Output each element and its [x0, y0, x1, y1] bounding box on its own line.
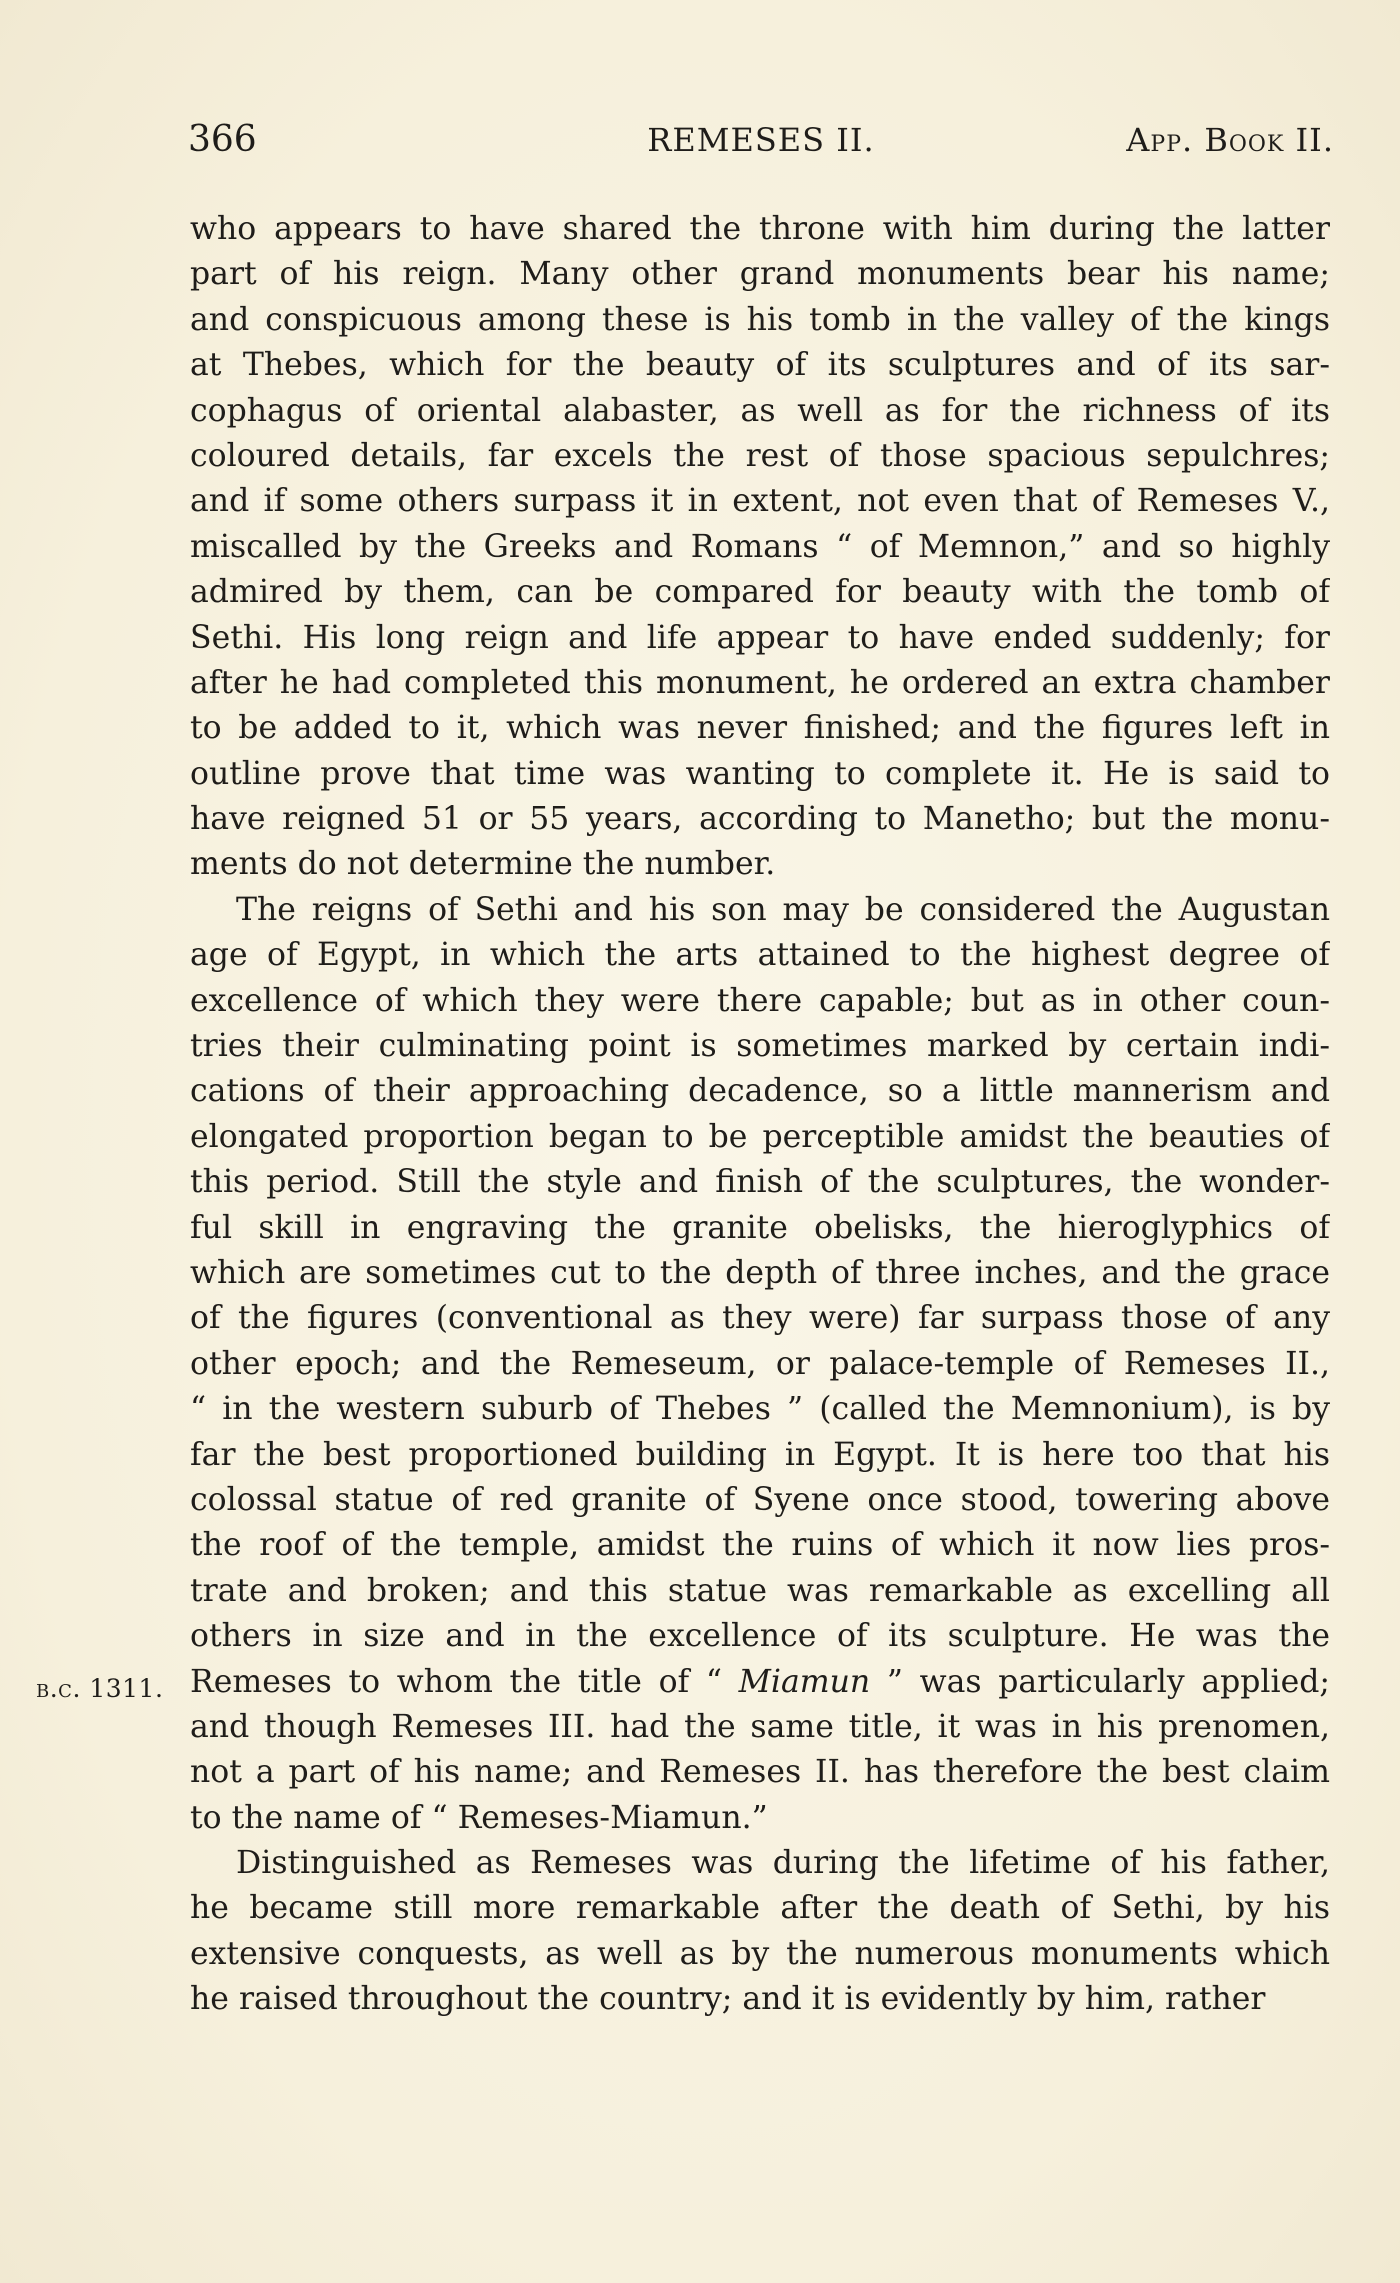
text-line: he raised throughout the country; and it is evidently by him, rather: [190, 1981, 1266, 2018]
text-line: have reigned 51 or 55 years, according to Manetho; but the monu-: [190, 801, 1330, 838]
text-line: ments do not determine the number.: [190, 846, 776, 883]
text-line: and though Remeses III. had the same title, it was in his prenomen,: [190, 1708, 1330, 1745]
text-line: excellence of which they were there capable; but as in other coun-: [190, 982, 1330, 1019]
text-line: at Thebes, which for the beauty of its sculptures and of its sar-: [190, 347, 1330, 384]
text-line: cations of their approaching decadence, so a little mannerism and: [190, 1073, 1330, 1110]
running-head: [188, 118, 1334, 162]
running-title: REMESES II.: [647, 121, 875, 159]
text-line: this period. Still the style and finish of the sculptures, the wonder-: [190, 1164, 1330, 1201]
text-line: he became still more remarkable after the death of Sethi, by his: [190, 1890, 1330, 1927]
running-head-right: App. Book II.: [1126, 121, 1334, 159]
page-number: 366: [188, 119, 257, 160]
text-line: and if some others surpass it in extent, not even that of Remeses V.,: [190, 483, 1330, 520]
text-line: Remeses to whom the title of “ Miamun ” was particularly applied;: [190, 1663, 1330, 1700]
text-line: cophagus of oriental alabaster, as well as for the richness of its: [190, 392, 1330, 429]
text-line: and conspicuous among these is his tomb in the valley of the kings: [190, 301, 1330, 338]
text-line: outline prove that time was wanting to complete it. He is said to: [190, 755, 1330, 792]
text-line: Sethi. His long reign and life appear to have ended suddenly; for: [190, 619, 1330, 656]
text-line: part of his reign. Many other grand monuments bear his name;: [190, 256, 1330, 293]
text-line: other epoch; and the Remeseum, or palace-temple of Remeses II.,: [190, 1345, 1330, 1382]
text-line: extensive conquests, as well as by the numerous monuments which: [190, 1935, 1330, 1972]
text-line: to the name of “ Remeses-Miamun.”: [190, 1799, 768, 1836]
text-line: The reigns of Sethi and his son may be considered the Augustan: [236, 891, 1330, 928]
text-line: coloured details, far excels the rest of those spacious sepulchres;: [190, 437, 1330, 474]
text-line: to be added to it, which was never finished; and the figures left in: [190, 710, 1330, 747]
text-line: after he had completed this monument, he ordered an extra chamber: [190, 664, 1330, 701]
text-line: which are sometimes cut to the depth of three inches, and the grace: [190, 1254, 1330, 1291]
text-line: ful skill in engraving the granite obelisks, the hieroglyphics of: [190, 1209, 1330, 1246]
paragraph: [190, 888, 1330, 1841]
text-line: miscalled by the Greeks and Romans “ of Memnon,” and so highly: [190, 528, 1330, 565]
text-line: “ in the western suburb of Thebes ” (called the Memnonium), is by: [190, 1391, 1330, 1428]
text-line: far the best proportioned building in Egypt. It is here too that his: [190, 1436, 1330, 1473]
text-line: not a part of his name; and Remeses II. has therefore the best claim: [190, 1754, 1330, 1791]
text-line: trate and broken; and this statue was remarkable as excelling all: [190, 1572, 1330, 1609]
paragraph: [190, 1841, 1330, 2023]
text-line: elongated proportion began to be perceptible amidst the beauties of: [190, 1118, 1330, 1155]
text-line: of the figures (conventional as they were) far surpass those of any: [190, 1300, 1330, 1337]
text-line: age of Egypt, in which the arts attained to the highest degree of: [190, 937, 1330, 974]
text-line: tries their culminating point is sometimes marked by certain indi-: [190, 1028, 1330, 1065]
text-line: who appears to have shared the throne with him during the latter: [190, 211, 1330, 247]
text-line: others in size and in the excellence of its sculpture. He was the: [190, 1618, 1330, 1655]
text-line: admired by them, can be compared for beauty with the tomb of: [190, 574, 1330, 611]
text-line: the roof of the temple, amidst the ruins of which it now lies pros-: [190, 1527, 1330, 1564]
text-line: Distinguished as Remeses was during the lifetime of his father,: [236, 1845, 1330, 1882]
body-text: [190, 207, 1330, 2037]
paragraph: [190, 207, 1330, 888]
text-line: colossal statue of red granite of Syene once stood, towering above: [190, 1481, 1330, 1518]
margin-date-note: b.c. 1311.: [36, 1674, 164, 1703]
